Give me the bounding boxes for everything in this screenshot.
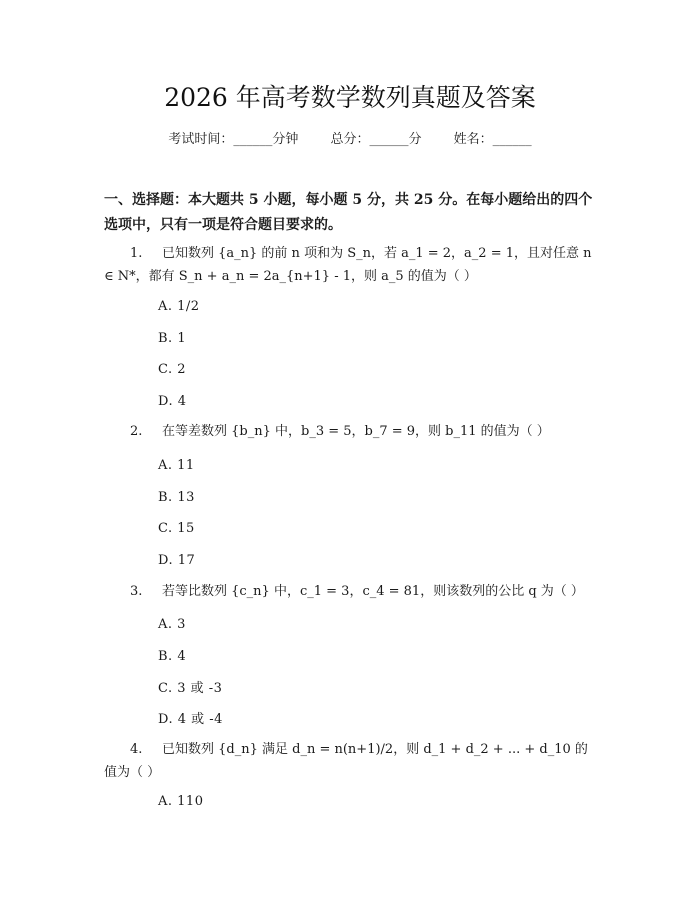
question-number: 1. xyxy=(130,246,143,261)
option-1d: D. 4 xyxy=(158,394,187,409)
page-title: 2026 年高考数学数列真题及答案 xyxy=(164,83,536,112)
option-3a: A. 3 xyxy=(158,617,186,632)
question-number: 3. xyxy=(130,584,143,599)
section-heading: 一、选择题：本大题共 5 小题，每小题 5 分，共 25 分。在每小题给出的四个选项中，只有一项是符合题目要求的。 xyxy=(104,192,593,233)
question-text: 若等比数列 {c_n} 中，c_1 = 3，c_4 = 81，则该数列的公比 q 为（ ） xyxy=(162,584,584,599)
question-4 xyxy=(104,738,598,784)
question-number: 2. xyxy=(130,424,143,439)
question-text: 在等差数列 {b_n} 中，b_3 = 5，b_7 = 9，则 b_11 的值为（ ） xyxy=(162,424,550,439)
option-2a: A. 11 xyxy=(158,458,195,473)
question-text: 已知数列 {a_n} 的前 n 项和为 S_n，若 a_1 = 2，a_2 = 1，且对任意 n ∈ N*，都有 S_n + a_n = 2a_{n+1} - 1，则 a_5 的值为（ ） xyxy=(104,246,592,284)
option-1a: A. 1/2 xyxy=(158,299,200,314)
question-2 xyxy=(104,420,598,443)
question-number: 4. xyxy=(130,742,143,757)
exam-time-field: 考试时间：______分钟 xyxy=(168,132,299,147)
question-3 xyxy=(104,580,598,603)
exam-info-line xyxy=(0,129,700,151)
option-4a: A. 110 xyxy=(158,794,204,809)
option-3d: D. 4 或 -4 xyxy=(158,712,223,727)
student-name-field: 姓名：______ xyxy=(453,132,532,147)
question-1 xyxy=(104,242,598,288)
total-score-field: 总分：______分 xyxy=(330,132,422,147)
option-2c: C. 15 xyxy=(158,521,195,536)
option-3c: C. 3 或 -3 xyxy=(158,681,223,696)
question-text: 已知数列 {d_n} 满足 d_n = n(n+1)/2，则 d_1 + d_2 + ... + d_10 的值为（ ） xyxy=(104,742,588,780)
option-1c: C. 2 xyxy=(158,362,187,377)
option-1b: B. 1 xyxy=(158,331,187,346)
option-3b: B. 4 xyxy=(158,649,187,664)
option-2d: D. 17 xyxy=(158,553,196,568)
option-2b: B. 13 xyxy=(158,490,195,505)
